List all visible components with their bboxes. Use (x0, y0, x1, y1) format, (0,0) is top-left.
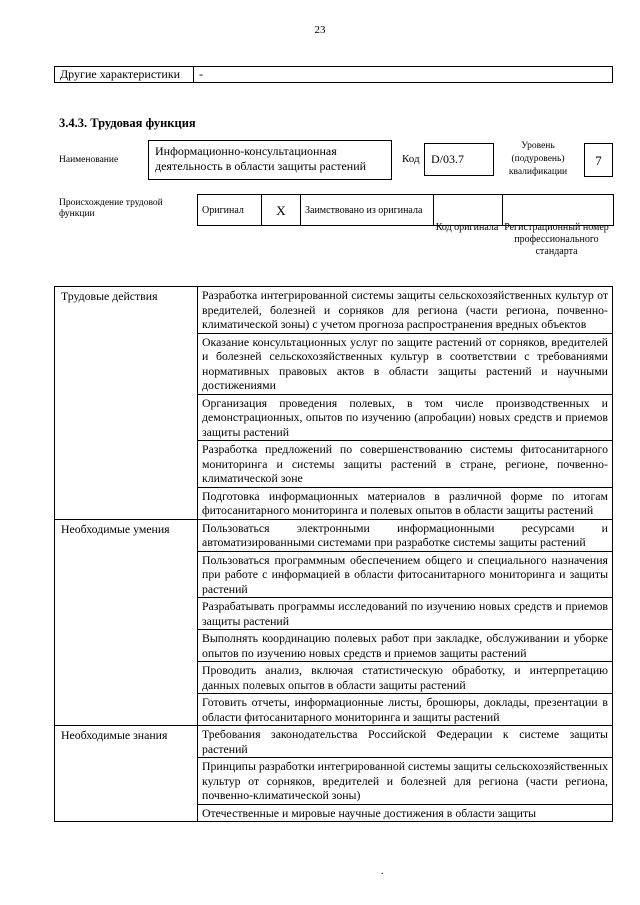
name-label: Наименование (59, 155, 119, 165)
reg-number-label: Регистрационный номер профессионального стандарта (504, 222, 609, 257)
category-labor-actions: Трудовые действия (55, 287, 198, 520)
table-row: Принципы разработки интегрированной системы защиты сельскохозяйственных культур от сорняков, вредителей и болезней для региона (части региона, почвенно-климатической зоны) (198, 758, 613, 805)
qualification-level-label: Уровень (подуровень) квалификации (508, 141, 568, 177)
table-row: Выполнять координацию полевых работ при закладке, обслуживании и уборке опытов по изучению новых средств и приемов защиты растений (198, 630, 613, 662)
borrowed-label: Заимствовано из оригинала (301, 195, 434, 226)
table-row: Разрабатывать программы исследований по изучению новых средств и приемов защиты растений (198, 598, 613, 630)
page-number: 23 (314, 24, 326, 36)
reg-number-cell (503, 195, 614, 226)
table-row: Разработка интегрированной системы защиты сельскохозяйственных культур от вредителей, болезней и сорняков для региона (части региона, почвенно-климатической зоны) с учетом прогноза распространения вредных объектов (198, 287, 613, 334)
code-original-label: Код оригинала (435, 222, 499, 233)
code-original-cell (434, 195, 503, 226)
footer-mark: . (381, 866, 384, 877)
table-row: Отечественные и мировые научные достижения в области защиты (198, 804, 613, 822)
original-mark: X (262, 195, 301, 226)
category-required-knowledge: Необходимые знания (55, 726, 198, 822)
table-row: Оказание консультационных услуг по защите растений от сорняков, вредителей и болезней сельскохозяйственных культур в соответствии с требованиями нормативных правовых актов в области защиты растений и научными достижениями (198, 333, 613, 394)
code-value-box: D/03.7 (424, 143, 494, 176)
table-row: Проводить анализ, включая статистическую обработку, и интерпретацию данных полевых опытов в области защиты растений (198, 662, 613, 694)
other-characteristics-value: - (194, 67, 613, 83)
code-label: Код (402, 153, 420, 165)
table-row: Готовить отчеты, информационные листы, брошюры, доклады, презентации в области фитосанитарного мониторинга и защиты растений (198, 694, 613, 726)
section-title: 3.4.3. Трудовая функция (59, 116, 196, 130)
table-row: Пользоваться программным обеспечением общего и специального назначения при работе с информацией в области фитосанитарного мониторинга и защиты растений (198, 551, 613, 598)
original-label: Оригинал (198, 195, 262, 226)
qualification-level-box: 7 (584, 143, 613, 177)
table-row: Подготовка информационных материалов в различной форме по итогам фитосанитарного мониторинга и полевых опытов в области защиты растений (198, 487, 613, 519)
function-name-box: Информационно-консультационная деятельность в области защиты растений (148, 140, 392, 180)
labor-function-table (54, 286, 613, 822)
category-required-skills: Необходимые умения (55, 519, 198, 726)
other-characteristics-table (54, 66, 613, 83)
table-row: Требования законодательства Российской Федерации к системе защиты растений (198, 726, 613, 758)
table-row: Организация проведения полевых, в том числе производственных и демонстрационных, опытов по изучению (апробации) новых средств и приемов защиты растений (198, 394, 613, 441)
table-row: Разработка предложений по совершенствованию системы фитосанитарного мониторинга и системы защиты растений в стране, регионе, почвенно-климатической зоне (198, 441, 613, 488)
other-characteristics-label: Другие характеристики (55, 67, 194, 83)
origin-label: Происхождение трудовой функции (59, 198, 163, 219)
table-row: Пользоваться электронными информационными ресурсами и автоматизированными системами при разработке системы защиты растений (198, 519, 613, 551)
